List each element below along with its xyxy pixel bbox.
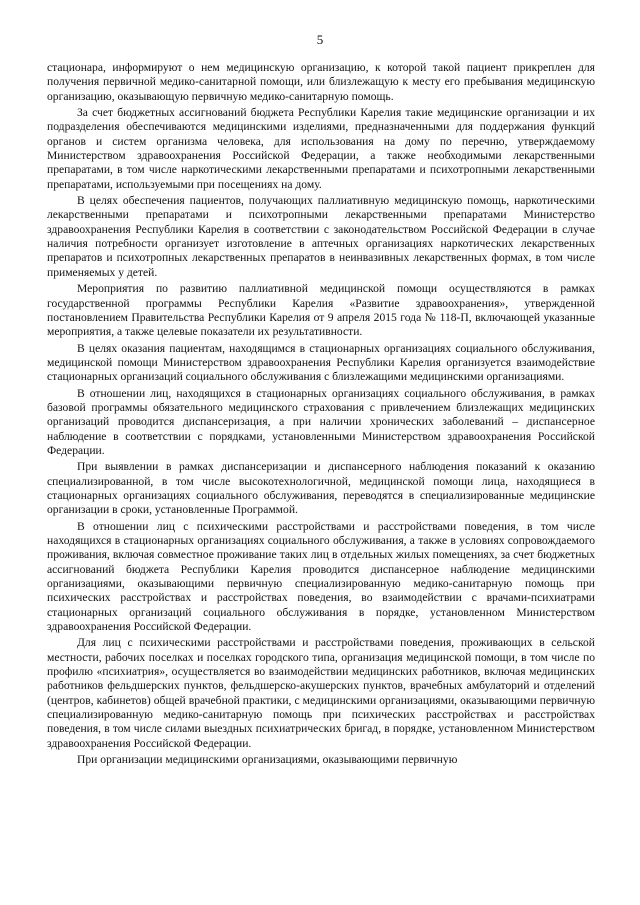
paragraph: В отношении лиц, находящихся в стационарных организациях социального обслуживания, в рамках базовой программы обязательного медицинского страхования с привлечением близлежащих медицинских организаций проводится диспансеризация, а при наличии хронических заболеваний – диспансерное наблюдение в соответствии с порядками, установленными Министерством здравоохранения Российской Федерации.	[47, 386, 595, 457]
paragraph-continuation: стационара, информируют о нем медицинскую организацию, к которой такой пациент прикреплен для получения первичной медико-санитарной помощи, или близлежащую к месту его пребывания медицинскую организацию, оказывающую первичную медико-санитарную помощь.	[47, 61, 595, 103]
paragraph: За счет бюджетных ассигнований бюджета Республики Карелия такие медицинские организации и их подразделения обеспечиваются медицинскими изделиями, предназначенными для поддержания функций органов и систем организма человека, для использования на дому по перечню, утверждаемому Министерством здравоохранения Российской Федерации, а также необходимыми лекарственными препаратами, в том числе наркотическими лекарственными препаратами и психотропными лекарственными препаратами, используемыми при посещениях на дому.	[47, 106, 595, 191]
page-number: 5	[316, 32, 324, 47]
paragraph: Для лиц с психическими расстройствами и расстройствами поведения, проживающих в сельской местности, рабочих поселках и поселках городского типа, организация медицинской помощи, в том числе по профилю «психиатрия», осуществляется во взаимодействии медицинских работников, включая медицинских работников фельдшерских пунктов, фельдшерско-акушерских пунктов, врачебных амбулаторий и отделений (центров, кабинетов) общей врачебной практики, с медицинскими организациями, оказывающими первичную специализированную медико-санитарную помощь при психических расстройствах и расстройствах поведения, в том числе силами выездных психиатрических бригад, в порядке, установленном Министерством здравоохранения Российской Федерации.	[47, 636, 595, 750]
paragraph: В целях обеспечения пациентов, получающих паллиативную медицинскую помощь, наркотическими лекарственными препаратами и психотропными лекарственными препаратами Министерство здравоохранения Республики Карелия в соответствии с законодательством Российской Федерации в случае наличия потребности организует изготовление в аптечных организациях наркотических лекарственных препаратов и психотропных лекарственных препаратов в неинвазивных лекарственных формах, в том числе применяемых у детей.	[47, 194, 595, 279]
paragraph: Мероприятия по развитию паллиативной медицинской помощи осуществляются в рамках государственной программы Республики Карелия «Развитие здравоохранения», утвержденной постановлением Правительства Республики Карелия от 9 апреля 2015 года № 118-П, включающей указанные мероприятия, а также целевые показатели их результативности.	[47, 282, 595, 339]
paragraph-truncated: При организации медицинскими организациями, оказывающими первичную	[77, 753, 458, 767]
paragraph: В отношении лиц с психическими расстройствами и расстройствами поведения, в том числе находящихся в стационарных организациях социального обслуживания, а также в условиях сопровождаемого проживания, включая совместное проживание таких лиц в отдельных жилых помещениях, за счет бюджетных ассигнований бюджета Республики Карелия проводится диспансерное наблюдение медицинскими организациями, оказывающими первичную специализированную медико-санитарную помощь при психических расстройствах и расстройствах поведения, во взаимодействии с врачами-психиатрами стационарных организаций социального обслуживания в порядке, установленном Министерством здравоохранения Российской Федерации.	[47, 519, 595, 634]
paragraph: В целях оказания пациентам, находящимся в стационарных организациях социального обслуживания, медицинской помощи Министерством здравоохранения Республики Карелия организуется взаимодействие стационарных организаций социального обслуживания с близлежащими медицинскими организациями.	[47, 341, 595, 384]
paragraph: При выявлении в рамках диспансеризации и диспансерного наблюдения показаний к оказанию специализированной, в том числе высокотехнологичной, медицинской помощи лица, находящиеся в стационарных организациях социального обслуживания, переводятся в специализированные медицинские организации в сроки, установленные Программой.	[47, 460, 595, 517]
document-body	[47, 61, 595, 770]
